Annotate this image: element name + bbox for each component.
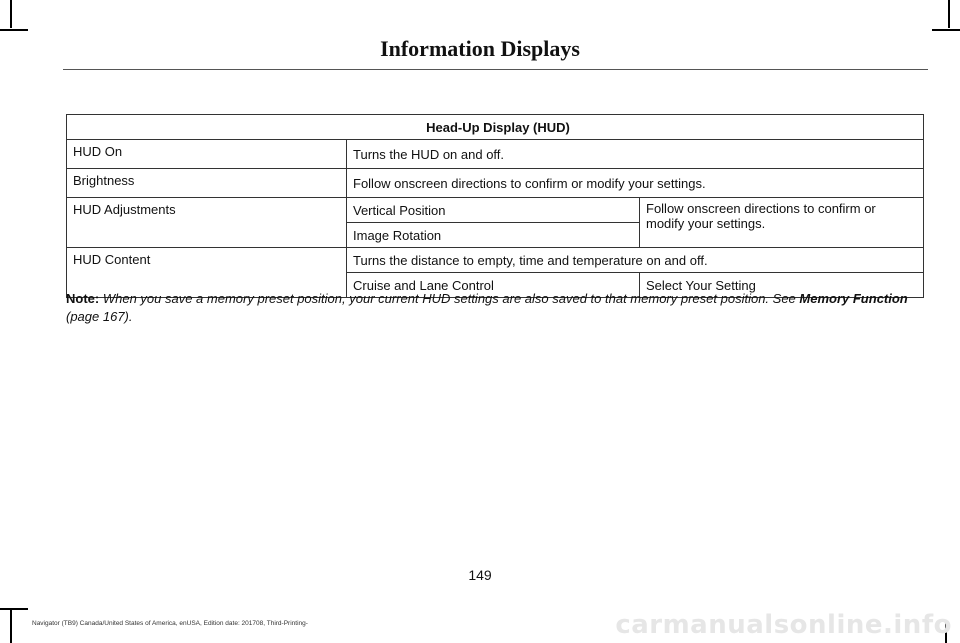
crop-mark-top-right-h (932, 29, 960, 31)
row-sub-desc-select-setting: Select Your Setting (640, 273, 924, 298)
table-heading: Head-Up Display (HUD) (67, 115, 924, 140)
row-sub-cruise-lane-control: Cruise and Lane Control (347, 273, 640, 298)
row-desc-brightness: Follow onscreen directions to confirm or modify your settings. (347, 169, 924, 198)
table-row (67, 248, 924, 273)
row-desc-hud-adjustments: Follow onscreen directions to confirm or modify your settings. (640, 198, 924, 248)
crop-mark-bottom-left-h (0, 608, 28, 610)
memory-function-link[interactable]: Memory Function (799, 291, 908, 306)
row-sub-image-rotation: Image Rotation (347, 223, 640, 248)
header-rule (63, 69, 928, 70)
table-row (67, 140, 924, 169)
row-label-brightness: Brightness (67, 169, 347, 198)
hud-settings-table (66, 114, 924, 298)
row-desc-hud-on: Turns the HUD on and off. (347, 140, 924, 169)
row-desc-hud-content: Turns the distance to empty, time and temperature on and off. (347, 248, 924, 273)
crop-mark-top-left-h (0, 29, 28, 31)
table-row (67, 169, 924, 198)
table-row (67, 198, 924, 223)
row-label-hud-on: HUD On (67, 140, 347, 169)
note-text: When you save a memory preset position, your current HUD settings are also saved to that memory preset position. See (102, 291, 796, 306)
row-label-hud-content: HUD Content (67, 248, 347, 298)
crop-mark-top-left-v (10, 0, 12, 28)
table-header-row (67, 115, 924, 140)
row-sub-vertical-position: Vertical Position (347, 198, 640, 223)
row-label-hud-adjustments: HUD Adjustments (67, 198, 347, 248)
footer-edition: Navigator (TB9) Canada/United States of America, enUSA, Edition date: 201708, Third-Printing- (32, 620, 308, 627)
page-title: Information Displays (380, 36, 580, 61)
note-paragraph (66, 290, 926, 326)
crop-mark-top-right-v (948, 0, 950, 28)
note-page-ref: (page 167). (66, 309, 133, 324)
note-label: Note: (66, 291, 100, 306)
page-number: 149 (468, 567, 492, 583)
crop-mark-bottom-left-v (10, 610, 12, 643)
watermark: carmanualsonline.info (615, 610, 952, 640)
